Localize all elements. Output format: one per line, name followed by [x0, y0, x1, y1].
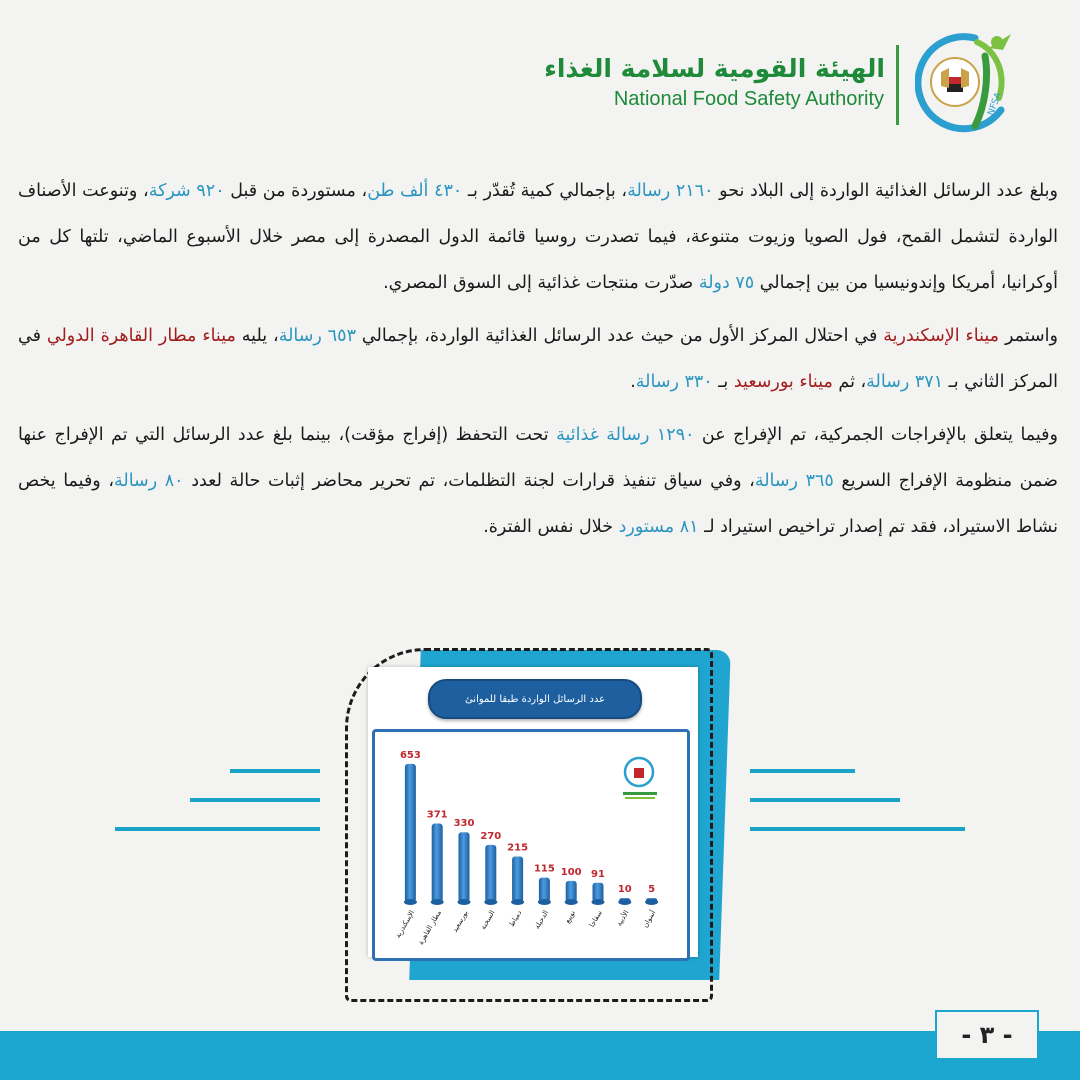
- data-label: 115: [533, 863, 555, 875]
- text-segment: خلال نفس الفترة.: [483, 517, 619, 537]
- bar: [485, 845, 496, 902]
- text-segment: ، وتنوعت الأصناف الواردة لتشمل القمح، فول الصويا وزيوت متنوعة، فيما تصدرت روسيا قائمة الدول المصدرة إلى مصر خلال الأسبوع الماضي، تلتها كل من أوكرانيا، أمريكا وإندونيسيا من بين إجمالي: [18, 181, 1058, 293]
- chart-card: [368, 667, 698, 957]
- data-label: 371: [426, 809, 448, 821]
- bar-chart: [375, 732, 681, 952]
- text-segment: تحت التحفظ (إفراج مؤقت)، بينما بلغ عدد الرسائل التي تم الإفراج عنها ضمن منظومة الإفراج السريع: [18, 425, 1058, 491]
- chart-frame: [372, 729, 690, 961]
- category-label: أسوان: [641, 909, 658, 930]
- category-label: السخنة: [479, 909, 497, 931]
- data-label: 5: [648, 884, 656, 895]
- nfsa-logo-icon: [915, 28, 1015, 136]
- bar-base: [645, 899, 658, 905]
- text-segment: وبلغ عدد الرسائل الغذائية الواردة إلى البلاد نحو: [713, 181, 1058, 201]
- text-segment: واستمر: [999, 326, 1058, 346]
- category-label: دمياط: [507, 909, 524, 929]
- highlight-port: ميناء الإسكندرية: [883, 326, 1000, 346]
- text-segment: بـ: [712, 372, 734, 392]
- highlight-figure: ٤٣٠ ألف طن: [367, 181, 463, 201]
- category-label: نويبع: [563, 909, 577, 925]
- highlight-figure: ٧٥ دولة: [698, 273, 755, 293]
- data-label: 215: [507, 842, 529, 854]
- decorative-line: [115, 827, 320, 831]
- header-divider: [896, 45, 899, 125]
- article-text: [18, 168, 1058, 557]
- chart-watermark-logo-icon: [623, 758, 657, 799]
- data-label: 100: [560, 866, 582, 878]
- bar-base: [592, 899, 605, 905]
- decorative-line: [190, 798, 320, 802]
- category-label: الإسكندرية: [393, 909, 417, 940]
- bar-base: [404, 899, 417, 905]
- highlight-figure: ٢١٦٠ رسالة: [627, 181, 714, 201]
- bar: [432, 824, 443, 902]
- paragraph: [18, 412, 1058, 550]
- bar: [566, 881, 577, 902]
- bar-base: [538, 899, 551, 905]
- org-name-arabic: الهيئة القومية لسلامة الغذاء: [544, 54, 885, 83]
- highlight-figure: ٨٠ رسالة: [114, 471, 184, 491]
- highlight-figure: ٦٥٣ رسالة: [278, 326, 356, 346]
- text-segment: في المركز الثاني بـ: [18, 326, 1058, 392]
- text-segment: ، وفيما يخص نشاط الاستيراد، فقد تم إصدار تراخيص استيراد لـ: [18, 471, 1058, 537]
- bar-base: [618, 899, 631, 905]
- highlight-port: ميناء بورسعيد: [733, 372, 833, 392]
- data-label: 10: [617, 884, 632, 895]
- category-label: مطار القاهرة: [416, 909, 443, 947]
- text-segment: ، ثم: [832, 372, 867, 392]
- bar: [459, 832, 470, 902]
- category-label: الأدبية: [615, 909, 631, 928]
- decorative-line: [230, 769, 320, 773]
- chart-title: عدد الرسائل الواردة طبقا للموانئ: [428, 679, 642, 719]
- highlight-figure: ٣٧١ رسالة: [866, 372, 944, 392]
- bar-base: [431, 899, 444, 905]
- data-label: 270: [480, 830, 502, 842]
- bar-base: [565, 899, 578, 905]
- text-segment: وفيما يتعلق بالإفراجات الجمركية، تم الإفراج عن: [694, 425, 1058, 445]
- data-label: 91: [591, 868, 605, 880]
- decorative-line: [750, 827, 965, 831]
- text-segment: ، وفي سياق تنفيذ قرارات لجنة التظلمات، تم تحرير محاضر إثبات حالة لعدد: [183, 471, 755, 491]
- text-segment: صدّرت منتجات غذائية إلى السوق المصري.: [383, 273, 699, 293]
- decorative-line: [750, 769, 855, 773]
- highlight-figure: ٩٢٠ شركة: [148, 181, 225, 201]
- text-segment: في احتلال المركز الأول من حيث عدد الرسائل الغذائية الواردة، بإجمالي: [355, 326, 884, 346]
- page-number: - ٣ -: [935, 1010, 1039, 1060]
- paragraph: [18, 313, 1058, 405]
- category-label: بورسعيد: [450, 909, 470, 934]
- text-segment: ، يليه: [235, 326, 279, 346]
- data-label: 330: [453, 818, 475, 830]
- highlight-figure: ٣٣٠ رسالة: [635, 372, 713, 392]
- bar-base: [458, 899, 471, 905]
- decorative-line: [750, 798, 900, 802]
- logo-text: NFSA: [986, 91, 1004, 118]
- bar: [539, 878, 550, 902]
- text-segment: ، بإجمالي كمية تُقدّر بـ: [462, 181, 628, 201]
- highlight-port: ميناء مطار القاهرة الدولي: [46, 326, 236, 346]
- bar-base: [484, 899, 497, 905]
- bar: [512, 857, 523, 902]
- org-name-english: National Food Safety Authority: [613, 88, 884, 110]
- text-segment: .: [630, 372, 636, 392]
- highlight-figure: ٣٦٥ رسالة: [754, 471, 834, 491]
- highlight-figure: ٨١ مستورد: [618, 517, 699, 537]
- text-segment: ، مستوردة من قبل: [224, 181, 368, 201]
- paragraph: [18, 168, 1058, 306]
- data-label: 653: [399, 749, 421, 761]
- category-label: الدخيلة: [533, 909, 551, 931]
- bar: [405, 764, 416, 902]
- category-label: سفاجا: [587, 909, 604, 929]
- highlight-figure: ١٢٩٠ رسالة غذائية: [556, 425, 695, 445]
- footer-band: [0, 1031, 1080, 1080]
- bar-base: [511, 899, 524, 905]
